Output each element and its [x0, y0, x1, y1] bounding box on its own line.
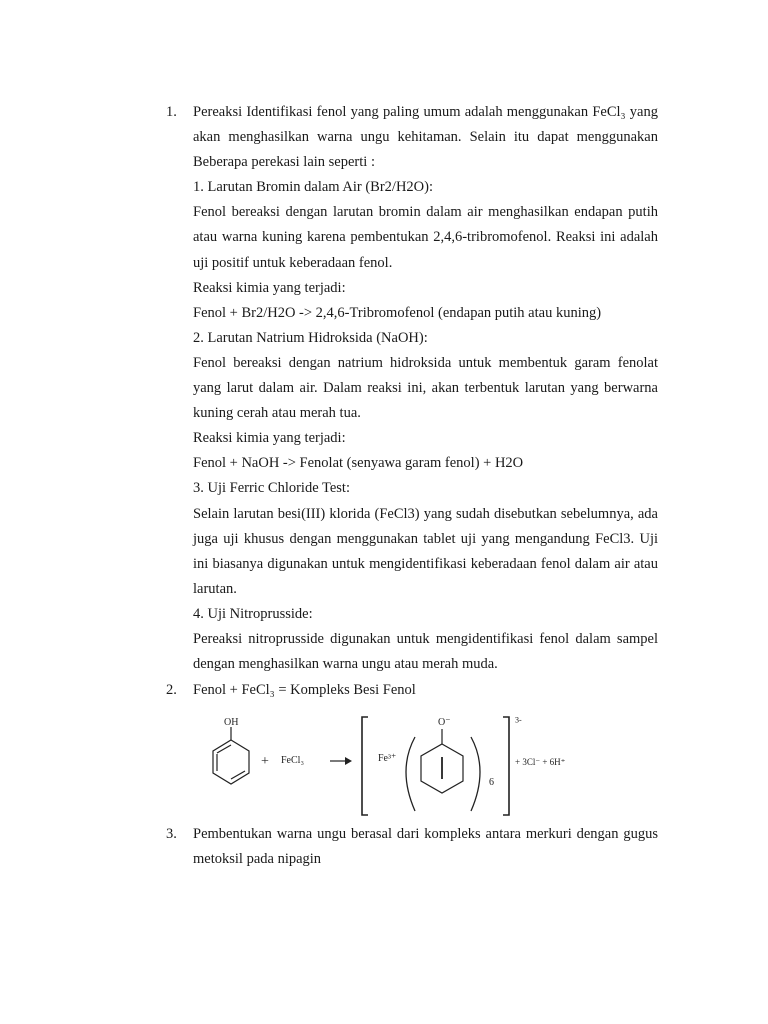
ferric-title: 3. Uji Ferric Chloride Test:	[193, 480, 350, 497]
naoh-reaction-label: Reaksi kimia yang terjadi:	[193, 430, 346, 447]
reaction-equation-drawing	[193, 715, 593, 825]
right-parenthesis	[471, 737, 480, 811]
plus-sign: +	[261, 754, 269, 769]
left-parenthesis	[406, 737, 415, 811]
naoh-reaction: Fenol + NaOH -> Fenolat (senyawa garam fenol) + H2O	[193, 455, 524, 472]
phenol-structure	[213, 727, 249, 784]
phenolate-structure	[421, 729, 463, 793]
list-number-2: 2.	[166, 682, 177, 698]
list-item-3	[193, 822, 658, 872]
right-bracket	[503, 717, 509, 815]
bromin-title: 1. Larutan Bromin dalam Air (Br2/H2O):	[193, 179, 434, 196]
ferric-description: Selain larutan besi(III) klorida (FeCl3) yang sudah disebutkan sebelumnya, ada juga uji khusus dengan menggunakan tablet uji yang mengandung FeCl3. Uji ini biasanya digunakan untuk mengidentifikasi keberadaan fenol dalam air atau larutan.	[193, 505, 658, 597]
bromin-reaction: Fenol + Br2/H2O -> 2,4,6-Tribromofenol (endapan putih atau kuning)	[193, 304, 602, 321]
reagent-label: FeCl₃	[281, 755, 304, 766]
oh-label: OH	[224, 717, 239, 728]
naoh-title: 2. Larutan Natrium Hidroksida (NaOH):	[193, 329, 428, 346]
list-number-1: 1.	[166, 104, 177, 120]
metal-ion-label: Fe³⁺	[378, 753, 397, 764]
left-bracket	[362, 717, 368, 815]
reaction-equation	[193, 715, 593, 825]
equation-caption: Fenol + FeCl₃ = Kompleks Besi Fenol	[193, 682, 416, 698]
bromin-reaction-label: Reaksi kimia yang terjadi:	[193, 279, 346, 296]
products-label: + 3Cl⁻ + 6H⁺	[515, 757, 566, 767]
intro-paragraph: Pereaksi Identifikasi fenol yang paling umum adalah menggunakan FeCl₃ yang akan menghasilkan warna ungu kehitaman. Selain itu dapat menggunakan Beberapa perekasi lain seperti :	[193, 104, 658, 171]
conclusion-paragraph: Pembentukan warna ungu berasal dari kompleks antara merkuri dengan gugus metoksil pada nipagin	[193, 826, 658, 868]
phenolate-o-label: O⁻	[438, 717, 451, 728]
nitroprusside-title: 4. Uji Nitroprusside:	[193, 605, 313, 622]
list-item-2	[193, 678, 658, 703]
ligand-count: 6	[489, 777, 494, 788]
nitroprusside-description: Pereaksi nitroprusside digunakan untuk mengidentifikasi fenol dalam sampel dengan menghasilkan warna ungu atau merah muda.	[193, 630, 658, 673]
bromin-description: Fenol bereaksi dengan larutan bromin dalam air menghasilkan endapan putih atau warna kuning karena pembentukan 2,4,6-tribromofenol. Reaksi ini adalah uji positif untuk keberadaan fenol.	[193, 204, 658, 271]
complex-charge: 3-	[515, 715, 522, 725]
arrow-icon	[330, 757, 352, 765]
naoh-description: Fenol bereaksi dengan natrium hidroksida untuk membentuk garam fenolat yang larut dalam air. Dalam reaksi ini, akan terbentuk larutan yang berwarna kuning cerah atau merah tua.	[193, 354, 658, 422]
list-item-1	[193, 100, 658, 677]
list-number-3: 3.	[166, 826, 177, 842]
